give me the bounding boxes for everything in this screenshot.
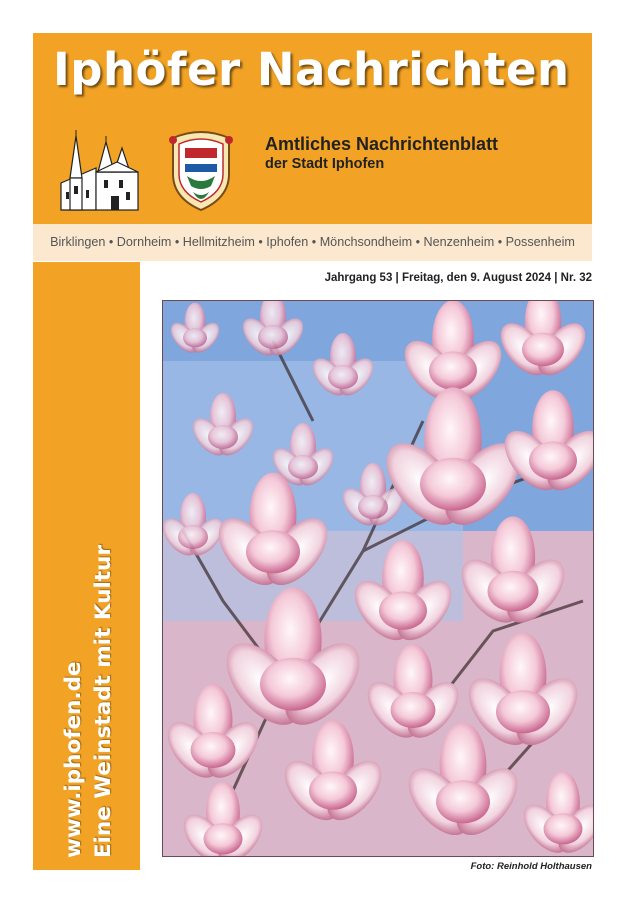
sidebar-vertical-text: [59, 262, 140, 858]
sidebar-strip: [33, 262, 140, 870]
city-crest-icon: [163, 126, 239, 214]
photo-credit: Foto: Reinhold Holthausen: [470, 861, 592, 872]
issue-info: Jahrgang 53 | Freitag, den 9. August 2024 | Nr. 32: [324, 272, 592, 284]
districts-band: Birklingen • Dornheim • Hellmitzheim • Iphofen • Mönchsondheim • Nenzenheim • Possenheim: [33, 224, 592, 261]
website-link[interactable]: www.iphofen.de: [61, 661, 86, 858]
newspaper-title: Iphöfer Nachrichten: [53, 43, 570, 96]
subtitle-official-bulletin: Amtliches Nachrichtenblatt: [265, 134, 499, 154]
cover-photo-magnolia: [162, 300, 594, 857]
masthead: [33, 33, 592, 224]
church-illustration: [56, 128, 142, 213]
slogan: Eine Weinstadt mit Kultur: [91, 544, 116, 858]
subtitle-city: der Stadt Iphofen: [265, 156, 385, 172]
